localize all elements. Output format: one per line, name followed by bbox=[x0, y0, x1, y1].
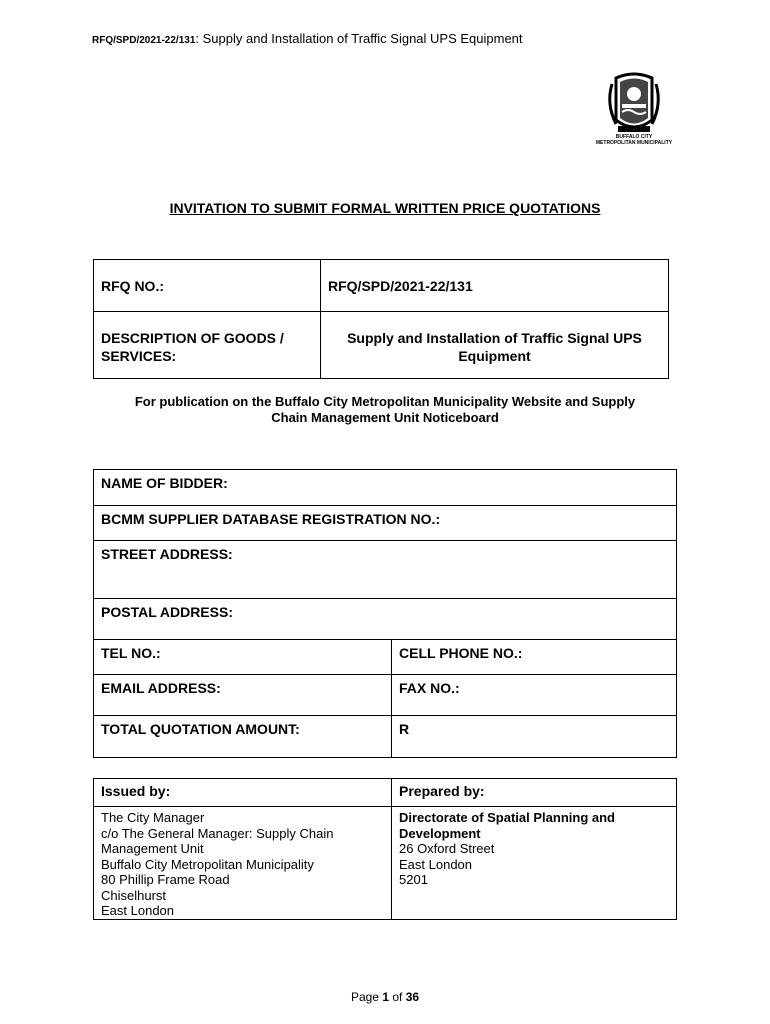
prepared-by-line: East London bbox=[399, 856, 473, 872]
prepared-by-directorate: Directorate of Spatial Planning and bbox=[399, 810, 615, 825]
publication-note bbox=[100, 394, 670, 426]
issued-by-details bbox=[94, 807, 392, 920]
page-header bbox=[92, 31, 523, 46]
page-footer bbox=[0, 990, 770, 1004]
prepared-by-header bbox=[392, 779, 677, 807]
prepared-by-directorate: Development bbox=[399, 825, 481, 841]
publication-note-line1: For publication on the Buffalo City Metropolitan Municipality Website and Supply bbox=[134, 394, 636, 409]
footer-page-word: Page bbox=[350, 990, 379, 1004]
total-quotation-currency: R bbox=[399, 721, 410, 737]
bidder-details-table bbox=[93, 469, 677, 758]
rfq-label: RFQ NO.: bbox=[101, 278, 164, 294]
fax-number-label: FAX NO.: bbox=[399, 680, 460, 696]
total-quotation-label: TOTAL QUOTATION AMOUNT: bbox=[101, 721, 300, 737]
total-quotation-field[interactable] bbox=[392, 716, 677, 758]
issued-by-line: Management Unit bbox=[101, 841, 204, 856]
postal-address-label: POSTAL ADDRESS: bbox=[101, 604, 233, 620]
issued-by-label: Issued by: bbox=[101, 783, 171, 799]
cell-phone-field[interactable] bbox=[392, 640, 677, 675]
rfq-table bbox=[93, 259, 669, 379]
publication-note-line2: Chain Management Unit Noticeboard bbox=[271, 410, 499, 425]
issued-by-line: East London bbox=[101, 903, 175, 918]
rfq-value: RFQ/SPD/2021-22/131 bbox=[328, 278, 473, 294]
logo-caption bbox=[578, 134, 690, 146]
footer-page-number: 1 bbox=[382, 990, 389, 1004]
prepared-by-line: 5201 bbox=[399, 872, 428, 887]
bidder-name-label: NAME OF BIDDER: bbox=[101, 475, 228, 491]
issued-by-line: The City Manager bbox=[101, 810, 205, 825]
postal-address-field[interactable] bbox=[94, 599, 677, 640]
description-label-line2: SERVICES: bbox=[101, 348, 177, 364]
bidder-name-field[interactable] bbox=[94, 470, 677, 506]
rfq-value-cell bbox=[321, 260, 669, 312]
issued-by-header bbox=[94, 779, 392, 807]
header-separator: : bbox=[195, 31, 200, 46]
tel-number-label: TEL NO.: bbox=[101, 645, 161, 661]
prepared-by-label: Prepared by: bbox=[399, 783, 485, 799]
description-value-line1: Supply and Installation of Traffic Signal UPS bbox=[347, 330, 642, 346]
logo-caption-line2: METROPOLITAN MUNICIPALITY bbox=[595, 140, 673, 146]
logo-caption-line1: BUFFALO CITY bbox=[615, 134, 653, 140]
issued-by-line: Chiselhurst bbox=[101, 887, 167, 903]
street-address-label: STREET ADDRESS: bbox=[101, 546, 233, 562]
description-label-cell bbox=[94, 312, 321, 379]
description-label-line1: DESCRIPTION OF GOODS / bbox=[101, 330, 284, 346]
fax-number-field[interactable] bbox=[392, 675, 677, 716]
issued-by-line: Buffalo City Metropolitan Municipality bbox=[101, 856, 314, 872]
footer-of-word: of bbox=[392, 990, 403, 1004]
email-address-label: EMAIL ADDRESS: bbox=[101, 680, 221, 696]
rfq-label-cell bbox=[94, 260, 321, 312]
footer-total-pages: 36 bbox=[405, 990, 420, 1004]
description-value-line2: Equipment bbox=[458, 348, 531, 364]
registration-number-label: BCMM SUPPLIER DATABASE REGISTRATION NO.: bbox=[101, 511, 441, 527]
registration-number-field[interactable] bbox=[94, 506, 677, 541]
description-value-cell bbox=[321, 312, 669, 379]
issue-prepared-table bbox=[93, 778, 677, 920]
cell-phone-label: CELL PHONE NO.: bbox=[399, 645, 523, 661]
prepared-by-line: 26 Oxford Street bbox=[399, 841, 495, 856]
issued-by-line: 80 Phillip Frame Road bbox=[101, 872, 230, 887]
email-address-field[interactable] bbox=[94, 675, 392, 716]
total-quotation-label-cell bbox=[94, 716, 392, 758]
page-title: INVITATION TO SUBMIT FORMAL WRITTEN PRICE QUOTATIONS bbox=[169, 200, 601, 216]
header-text: Supply and Installation of Traffic Signal UPS Equipment bbox=[199, 31, 523, 46]
tel-number-field[interactable] bbox=[94, 640, 392, 675]
header-rfq-code: RFQ/SPD/2021-22/131 bbox=[92, 35, 196, 46]
street-address-field[interactable] bbox=[94, 541, 677, 599]
prepared-by-details bbox=[392, 807, 677, 920]
issued-by-line: c/o The General Manager: Supply Chain bbox=[101, 825, 334, 841]
